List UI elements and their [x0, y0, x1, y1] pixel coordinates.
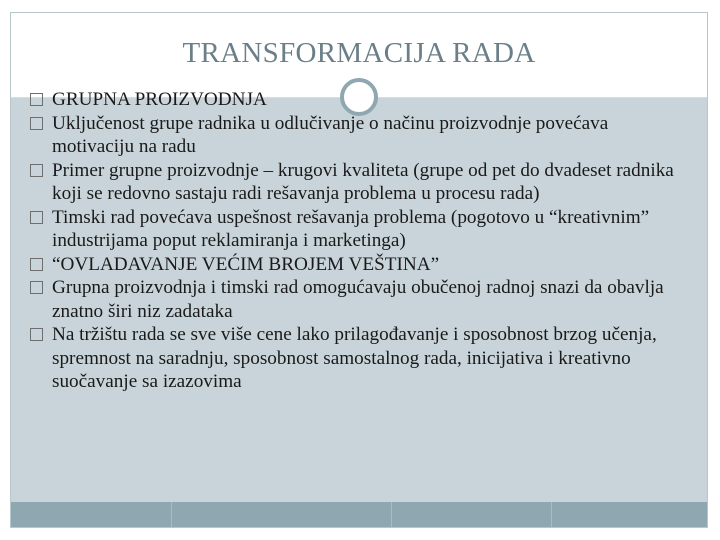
bullet-text: Na tržištu rada se sve više cene lako prilagođavanje i sposobnost brzog učenja, spremnost na saradnju, sposobnost samostalnog rada, inicijativa i kreativno suočavanje sa izazovima [52, 324, 657, 392]
bullet-text: Primer grupne proizvodnje – krugovi kvaliteta (grupe od pet do dvadeset radnika koji se redovno sastaju radi rešavanja problema u procesu rada) [52, 159, 674, 204]
bullet-item [32, 253, 692, 277]
square-bullet-icon [30, 93, 43, 106]
bullet-item [32, 206, 692, 253]
footer-segment-divider [391, 502, 392, 527]
bullet-item [32, 323, 692, 394]
bullet-text: Uključenost grupe radnika u odlučivanje o načinu proizvodnje povećava motivaciju na radu [52, 112, 609, 157]
square-bullet-icon [30, 258, 43, 271]
bullet-item [32, 159, 692, 206]
footer-bar [11, 502, 707, 527]
bullet-item [32, 88, 692, 112]
square-bullet-icon [30, 211, 43, 224]
square-bullet-icon [30, 164, 43, 177]
bullet-text: Timski rad povećava uspešnost rešavanja problema (pogotovo u “kreativnim” industrijama poput reklamiranja i marketinga) [52, 206, 650, 251]
square-bullet-icon [30, 117, 43, 130]
bullet-text: “OVLADAVANJE VEĆIM BROJEM VEŠTINA” [52, 253, 440, 275]
bullet-list [32, 88, 692, 394]
footer-segment-divider [551, 502, 552, 527]
bullet-text: GRUPNA PROIZVODNJA [52, 89, 267, 110]
square-bullet-icon [30, 328, 43, 341]
footer-segment-divider [171, 502, 172, 527]
square-bullet-icon [30, 281, 43, 294]
slide-title: TRANSFORMACIJA RADA [182, 37, 536, 69]
bullet-text: Grupna proizvodnja i timski rad omogućavaju obučenoj radnoj snazi da obavlja znatno širi niz zadataka [52, 277, 664, 322]
bullet-item [32, 276, 692, 323]
bullet-item [32, 112, 692, 159]
